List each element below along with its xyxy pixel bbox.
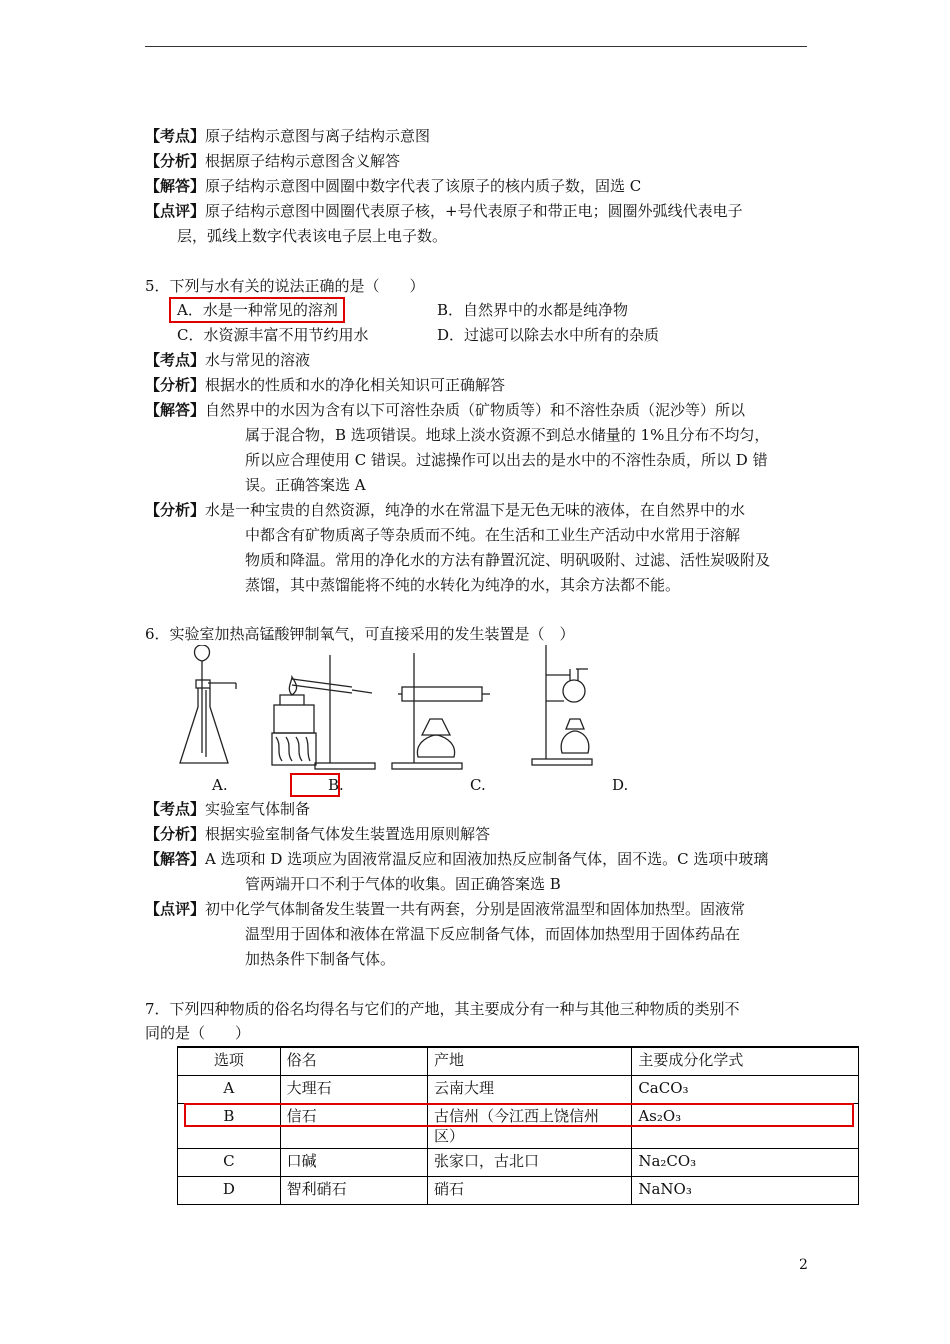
q5-fenxi: 【分析】根据水的性质和水的净化相关知识可正确解答 xyxy=(145,376,506,394)
page-number: 2 xyxy=(799,1257,808,1273)
q5-fenxi2-line2: 中都含有矿物质离子等杂质而不纯。在生活和工业生产活动中水常用于溶解 xyxy=(245,526,741,544)
q5-option-b: B．自然界中的水都是纯净物 xyxy=(437,301,629,319)
table-row xyxy=(178,1149,859,1177)
cell-formula: Na₂CO₃ xyxy=(632,1149,859,1177)
q6-label-c: C. xyxy=(470,776,486,794)
cell-option: D xyxy=(178,1177,281,1205)
prev-kaodian: 【考点】原子结构示意图与离子结构示意图 xyxy=(145,127,431,145)
header-name: 俗名 xyxy=(280,1047,427,1076)
q5-jieda-line4: 误。正确答案选 A xyxy=(245,476,366,494)
cell-place-line2: 区） xyxy=(434,1127,465,1145)
apparatus-c-open-tube xyxy=(392,653,490,769)
prev-fenxi: 【分析】根据原子结构示意图含义解答 xyxy=(145,152,401,170)
prev-jieda: 【解答】原子结构示意图中圆圈中数字代表了该原子的核内质子数，固选 C xyxy=(145,177,642,195)
cell-formula: CaCO₃ xyxy=(632,1076,859,1104)
q5-jieda-line3: 所以应合理使用 C 错误。过滤操作可以出去的是水中的不溶性杂质，所以 D 错 xyxy=(245,451,768,469)
cell-option: B xyxy=(178,1104,281,1149)
q5-option-a: A．水是一种常见的溶剂 xyxy=(177,301,338,319)
header-formula: 主要成分化学式 xyxy=(632,1047,859,1076)
q6-label-b: B. xyxy=(328,776,344,794)
cell-name: 信石 xyxy=(280,1104,427,1149)
q6-kaodian: 【考点】实验室气体制备 xyxy=(145,800,311,818)
q5-option-d: D．过滤可以除去水中所有的杂质 xyxy=(437,326,660,344)
q6-answer-highlight xyxy=(290,773,340,797)
q6-fenxi: 【分析】根据实验室制备气体发生装置选用原则解答 xyxy=(145,825,491,843)
table-row xyxy=(178,1076,859,1104)
q6-jieda: 【解答】A 选项和 D 选项应为固液常温反应和固液加热反应制备气体，固不选。C 选项中玻璃 xyxy=(145,850,769,868)
prev-dianping-line2: 层，弧线上数字代表该电子层上电子数。 xyxy=(177,227,448,245)
q7-stem-line2: 同的是（ ） xyxy=(145,1024,251,1042)
header-place: 产地 xyxy=(428,1047,632,1076)
cell-place: 硝石 xyxy=(428,1177,632,1205)
q6-apparatus-figure xyxy=(170,645,640,775)
q6-stem: 6．实验室加热高锰酸钾制氧气，可直接采用的发生装置是（ ） xyxy=(145,625,575,643)
cell-name: 智利硝石 xyxy=(280,1177,427,1205)
q5-jieda: 【解答】自然界中的水因为含有以下可溶性杂质（矿物质等）和不溶性杂质（泥沙等）所以 xyxy=(145,401,746,419)
cell-place: 张家口，古北口 xyxy=(428,1149,632,1177)
q5-answer-highlight xyxy=(169,297,345,323)
cell-place: 云南大理 xyxy=(428,1076,632,1104)
apparatus-d-round-flask xyxy=(532,645,592,765)
q5-fenxi2: 【分析】水是一种宝贵的自然资源，纯净的水在常温下是无色无味的液体，在自然界中的水 xyxy=(145,501,746,519)
apparatus-a-flask xyxy=(180,645,236,763)
q6-dianping: 【点评】初中化学气体制备发生装置一共有两套，分别是固液常温型和固体加热型。固液常 xyxy=(145,900,746,918)
q5-option-c: C．水资源丰富不用节约用水 xyxy=(177,326,369,344)
cell-name: 口碱 xyxy=(280,1149,427,1177)
cell-name: 大理石 xyxy=(280,1076,427,1104)
cell-option: C xyxy=(178,1149,281,1177)
q5-fenxi2-line3: 物质和降温。常用的净化水的方法有静置沉淀、明矾吸附、过滤、活性炭吸附及 xyxy=(245,551,771,569)
q7-answer-highlight xyxy=(184,1103,854,1127)
header-option: 选项 xyxy=(178,1047,281,1076)
table-header-row xyxy=(178,1047,859,1076)
header-rule xyxy=(145,46,807,47)
q5-jieda-line2: 属于混合物，B 选项错误。地球上淡水资源不到总水储量的 1%且分布不均匀， xyxy=(245,426,770,444)
cell-place-line1: 古信州（今江西上饶信州 xyxy=(434,1107,600,1125)
q6-jieda-line2: 管两端开口不利于气体的收集。固正确答案选 B xyxy=(245,875,561,893)
q6-label-d: D. xyxy=(612,776,629,794)
apparatus-b-heating-tube xyxy=(272,655,375,769)
q5-kaodian: 【考点】水与常见的溶液 xyxy=(145,351,311,369)
q6-label-a: A. xyxy=(212,776,228,794)
prev-dianping: 【点评】原子结构示意图中圆圈代表原子核，+号代表原子和带正电；圆圈外弧线代表电子 xyxy=(145,202,743,220)
q5-fenxi2-line4: 蒸馏，其中蒸馏能将不纯的水转化为纯净的水，其余方法都不能。 xyxy=(245,576,681,594)
table-row xyxy=(178,1177,859,1205)
q6-dianping-line2: 温型用于固体和液体在常温下反应制备气体，而固体加热型用于固体药品在 xyxy=(245,925,741,943)
cell-option: A xyxy=(178,1076,281,1104)
q6-dianping-line3: 加热条件下制备气体。 xyxy=(245,950,396,968)
q7-stem-line1: 7．下列四种物质的俗名均得名与它们的产地，其主要成分有一种与其他三种物质的类别不 xyxy=(145,1000,740,1018)
cell-formula: As₂O₃ xyxy=(632,1104,859,1149)
q5-stem: 5．下列与水有关的说法正确的是（ ） xyxy=(145,277,425,295)
cell-formula: NaNO₃ xyxy=(632,1177,859,1205)
